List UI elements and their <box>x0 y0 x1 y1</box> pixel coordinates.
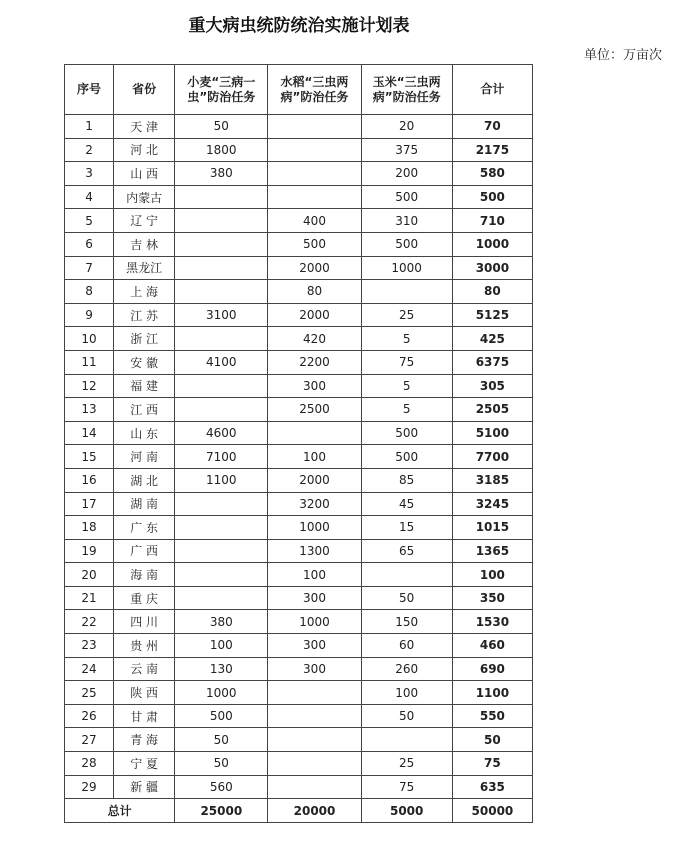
cell-corn: 200 <box>361 162 452 186</box>
cell-wheat: 560 <box>175 775 268 799</box>
cell-total: 3245 <box>452 492 532 516</box>
cell-rice: 300 <box>268 374 361 398</box>
cell-rice: 80 <box>268 280 361 304</box>
cell-corn: 500 <box>361 445 452 469</box>
table-row <box>65 185 533 209</box>
cell-province: 海 南 <box>114 563 175 587</box>
cell-index: 18 <box>65 516 114 540</box>
cell-rice: 420 <box>268 327 361 351</box>
table-row <box>65 610 533 634</box>
cell-wheat <box>175 586 268 610</box>
table-row <box>65 232 533 256</box>
cell-corn: 500 <box>361 421 452 445</box>
cell-total: 500 <box>452 185 532 209</box>
cell-corn: 15 <box>361 516 452 540</box>
cell-total: 6375 <box>452 350 532 374</box>
cell-wheat: 50 <box>175 728 268 752</box>
cell-corn: 5 <box>361 374 452 398</box>
cell-wheat <box>175 539 268 563</box>
cell-wheat: 130 <box>175 657 268 681</box>
cell-corn: 500 <box>361 232 452 256</box>
table-row <box>65 775 533 799</box>
total-label: 总计 <box>65 799 175 823</box>
cell-wheat: 1100 <box>175 468 268 492</box>
cell-index: 4 <box>65 185 114 209</box>
cell-wheat <box>175 209 268 233</box>
cell-total: 350 <box>452 586 532 610</box>
cell-rice: 2000 <box>268 303 361 327</box>
cell-index: 20 <box>65 563 114 587</box>
cell-wheat <box>175 327 268 351</box>
cell-index: 5 <box>65 209 114 233</box>
table-row <box>65 162 533 186</box>
cell-rice: 300 <box>268 657 361 681</box>
cell-province: 云 南 <box>114 657 175 681</box>
cell-index: 27 <box>65 728 114 752</box>
table-row <box>65 586 533 610</box>
cell-rice: 1000 <box>268 516 361 540</box>
cell-rice <box>268 752 361 776</box>
table-row <box>65 634 533 658</box>
cell-rice: 400 <box>268 209 361 233</box>
cell-wheat: 500 <box>175 704 268 728</box>
cell-rice <box>268 115 361 139</box>
cell-wheat: 380 <box>175 610 268 634</box>
cell-rice <box>268 185 361 209</box>
cell-index: 15 <box>65 445 114 469</box>
unit-label: 单位：万亩次 <box>583 48 662 63</box>
cell-corn: 260 <box>361 657 452 681</box>
cell-rice <box>268 704 361 728</box>
cell-corn: 25 <box>361 752 452 776</box>
cell-corn: 5 <box>361 398 452 422</box>
cell-corn: 1000 <box>361 256 452 280</box>
table-row <box>65 303 533 327</box>
cell-index: 24 <box>65 657 114 681</box>
header-index: 序号 <box>65 65 114 115</box>
cell-province: 辽 宁 <box>114 209 175 233</box>
cell-total: 1000 <box>452 232 532 256</box>
cell-total: 3000 <box>452 256 532 280</box>
header-corn: 玉米“三虫两病”防治任务 <box>361 65 452 115</box>
table-row <box>65 115 533 139</box>
cell-total: 5100 <box>452 421 532 445</box>
cell-corn: 150 <box>361 610 452 634</box>
table-row <box>65 256 533 280</box>
cell-index: 29 <box>65 775 114 799</box>
cell-index: 12 <box>65 374 114 398</box>
cell-rice: 100 <box>268 563 361 587</box>
cell-corn: 25 <box>361 303 452 327</box>
cell-province: 广 西 <box>114 539 175 563</box>
cell-index: 17 <box>65 492 114 516</box>
total-corn: 5000 <box>361 799 452 823</box>
cell-rice: 500 <box>268 232 361 256</box>
cell-total: 690 <box>452 657 532 681</box>
cell-province: 广 东 <box>114 516 175 540</box>
cell-corn: 85 <box>361 468 452 492</box>
cell-province: 宁 夏 <box>114 752 175 776</box>
cell-corn: 75 <box>361 350 452 374</box>
table-row <box>65 421 533 445</box>
table-row <box>65 398 533 422</box>
cell-province: 福 建 <box>114 374 175 398</box>
cell-total: 1100 <box>452 681 532 705</box>
cell-corn: 45 <box>361 492 452 516</box>
header-wheat: 小麦“三病一虫”防治任务 <box>175 65 268 115</box>
cell-province: 天 津 <box>114 115 175 139</box>
total-wheat: 25000 <box>175 799 268 823</box>
cell-province: 贵 州 <box>114 634 175 658</box>
cell-total: 2505 <box>452 398 532 422</box>
cell-wheat: 1800 <box>175 138 268 162</box>
cell-corn: 60 <box>361 634 452 658</box>
cell-wheat <box>175 398 268 422</box>
cell-rice <box>268 421 361 445</box>
table-row <box>65 657 533 681</box>
cell-total: 70 <box>452 115 532 139</box>
total-sum: 50000 <box>452 799 532 823</box>
cell-index: 14 <box>65 421 114 445</box>
total-row <box>65 799 533 823</box>
cell-index: 1 <box>65 115 114 139</box>
cell-index: 10 <box>65 327 114 351</box>
cell-index: 25 <box>65 681 114 705</box>
table-row <box>65 209 533 233</box>
cell-corn <box>361 563 452 587</box>
cell-corn: 20 <box>361 115 452 139</box>
cell-province: 黑龙江 <box>114 256 175 280</box>
cell-index: 22 <box>65 610 114 634</box>
total-rice: 20000 <box>268 799 361 823</box>
cell-rice <box>268 138 361 162</box>
cell-total: 305 <box>452 374 532 398</box>
table-row <box>65 563 533 587</box>
table-row <box>65 468 533 492</box>
cell-total: 75 <box>452 752 532 776</box>
cell-total: 425 <box>452 327 532 351</box>
cell-corn: 65 <box>361 539 452 563</box>
cell-rice: 3200 <box>268 492 361 516</box>
cell-corn <box>361 280 452 304</box>
cell-rice: 300 <box>268 634 361 658</box>
cell-rice <box>268 681 361 705</box>
cell-corn: 500 <box>361 185 452 209</box>
cell-corn: 100 <box>361 681 452 705</box>
cell-index: 13 <box>65 398 114 422</box>
page-title: 重大病虫统防统治实施计划表 <box>188 16 410 36</box>
cell-index: 2 <box>65 138 114 162</box>
cell-province: 上 海 <box>114 280 175 304</box>
cell-corn: 5 <box>361 327 452 351</box>
table-row <box>65 728 533 752</box>
table-row <box>65 492 533 516</box>
cell-wheat: 50 <box>175 115 268 139</box>
cell-index: 8 <box>65 280 114 304</box>
cell-index: 28 <box>65 752 114 776</box>
table-row <box>65 516 533 540</box>
cell-province: 山 东 <box>114 421 175 445</box>
cell-province: 吉 林 <box>114 232 175 256</box>
cell-province: 湖 北 <box>114 468 175 492</box>
cell-total: 80 <box>452 280 532 304</box>
cell-total: 3185 <box>452 468 532 492</box>
header-province: 省份 <box>114 65 175 115</box>
cell-index: 3 <box>65 162 114 186</box>
header-rice: 水稻“三虫两病”防治任务 <box>268 65 361 115</box>
cell-province: 山 西 <box>114 162 175 186</box>
cell-wheat: 4100 <box>175 350 268 374</box>
cell-wheat <box>175 563 268 587</box>
cell-corn: 375 <box>361 138 452 162</box>
cell-province: 湖 南 <box>114 492 175 516</box>
cell-wheat <box>175 185 268 209</box>
cell-index: 7 <box>65 256 114 280</box>
cell-rice <box>268 728 361 752</box>
cell-total: 710 <box>452 209 532 233</box>
cell-province: 浙 江 <box>114 327 175 351</box>
cell-corn: 50 <box>361 704 452 728</box>
cell-province: 内蒙古 <box>114 185 175 209</box>
cell-province: 江 苏 <box>114 303 175 327</box>
cell-total: 1530 <box>452 610 532 634</box>
table-row <box>65 327 533 351</box>
plan-table <box>64 64 533 823</box>
cell-wheat <box>175 256 268 280</box>
cell-total: 550 <box>452 704 532 728</box>
cell-total: 5125 <box>452 303 532 327</box>
cell-rice <box>268 775 361 799</box>
cell-rice <box>268 162 361 186</box>
table-row <box>65 752 533 776</box>
cell-wheat <box>175 280 268 304</box>
cell-wheat: 380 <box>175 162 268 186</box>
cell-rice: 2000 <box>268 468 361 492</box>
header-total: 合计 <box>452 65 532 115</box>
cell-total: 100 <box>452 563 532 587</box>
cell-total: 580 <box>452 162 532 186</box>
cell-province: 新 疆 <box>114 775 175 799</box>
cell-index: 9 <box>65 303 114 327</box>
cell-wheat <box>175 374 268 398</box>
cell-index: 11 <box>65 350 114 374</box>
cell-total: 460 <box>452 634 532 658</box>
cell-wheat: 4600 <box>175 421 268 445</box>
cell-total: 635 <box>452 775 532 799</box>
cell-total: 1015 <box>452 516 532 540</box>
cell-province: 青 海 <box>114 728 175 752</box>
cell-wheat <box>175 232 268 256</box>
cell-corn: 50 <box>361 586 452 610</box>
cell-rice: 2500 <box>268 398 361 422</box>
table-row <box>65 280 533 304</box>
cell-wheat: 7100 <box>175 445 268 469</box>
cell-corn <box>361 728 452 752</box>
table-row <box>65 704 533 728</box>
cell-index: 16 <box>65 468 114 492</box>
table-row <box>65 350 533 374</box>
table-row <box>65 374 533 398</box>
cell-index: 19 <box>65 539 114 563</box>
cell-rice: 100 <box>268 445 361 469</box>
cell-index: 21 <box>65 586 114 610</box>
cell-corn: 75 <box>361 775 452 799</box>
table-body <box>65 115 533 799</box>
cell-rice: 1000 <box>268 610 361 634</box>
cell-province: 重 庆 <box>114 586 175 610</box>
cell-rice: 2000 <box>268 256 361 280</box>
table-row <box>65 445 533 469</box>
table-row <box>65 539 533 563</box>
cell-rice: 1300 <box>268 539 361 563</box>
cell-index: 26 <box>65 704 114 728</box>
cell-wheat: 50 <box>175 752 268 776</box>
cell-total: 7700 <box>452 445 532 469</box>
table-row <box>65 138 533 162</box>
cell-index: 23 <box>65 634 114 658</box>
cell-province: 甘 肃 <box>114 704 175 728</box>
cell-corn: 310 <box>361 209 452 233</box>
header-row <box>65 65 533 115</box>
cell-province: 河 北 <box>114 138 175 162</box>
cell-rice: 300 <box>268 586 361 610</box>
cell-province: 安 徽 <box>114 350 175 374</box>
cell-total: 1365 <box>452 539 532 563</box>
table-row <box>65 681 533 705</box>
cell-total: 50 <box>452 728 532 752</box>
cell-wheat: 3100 <box>175 303 268 327</box>
cell-wheat: 1000 <box>175 681 268 705</box>
cell-rice: 2200 <box>268 350 361 374</box>
cell-total: 2175 <box>452 138 532 162</box>
cell-wheat <box>175 516 268 540</box>
cell-province: 江 西 <box>114 398 175 422</box>
cell-wheat: 100 <box>175 634 268 658</box>
cell-province: 四 川 <box>114 610 175 634</box>
cell-wheat <box>175 492 268 516</box>
cell-index: 6 <box>65 232 114 256</box>
cell-province: 陕 西 <box>114 681 175 705</box>
cell-province: 河 南 <box>114 445 175 469</box>
